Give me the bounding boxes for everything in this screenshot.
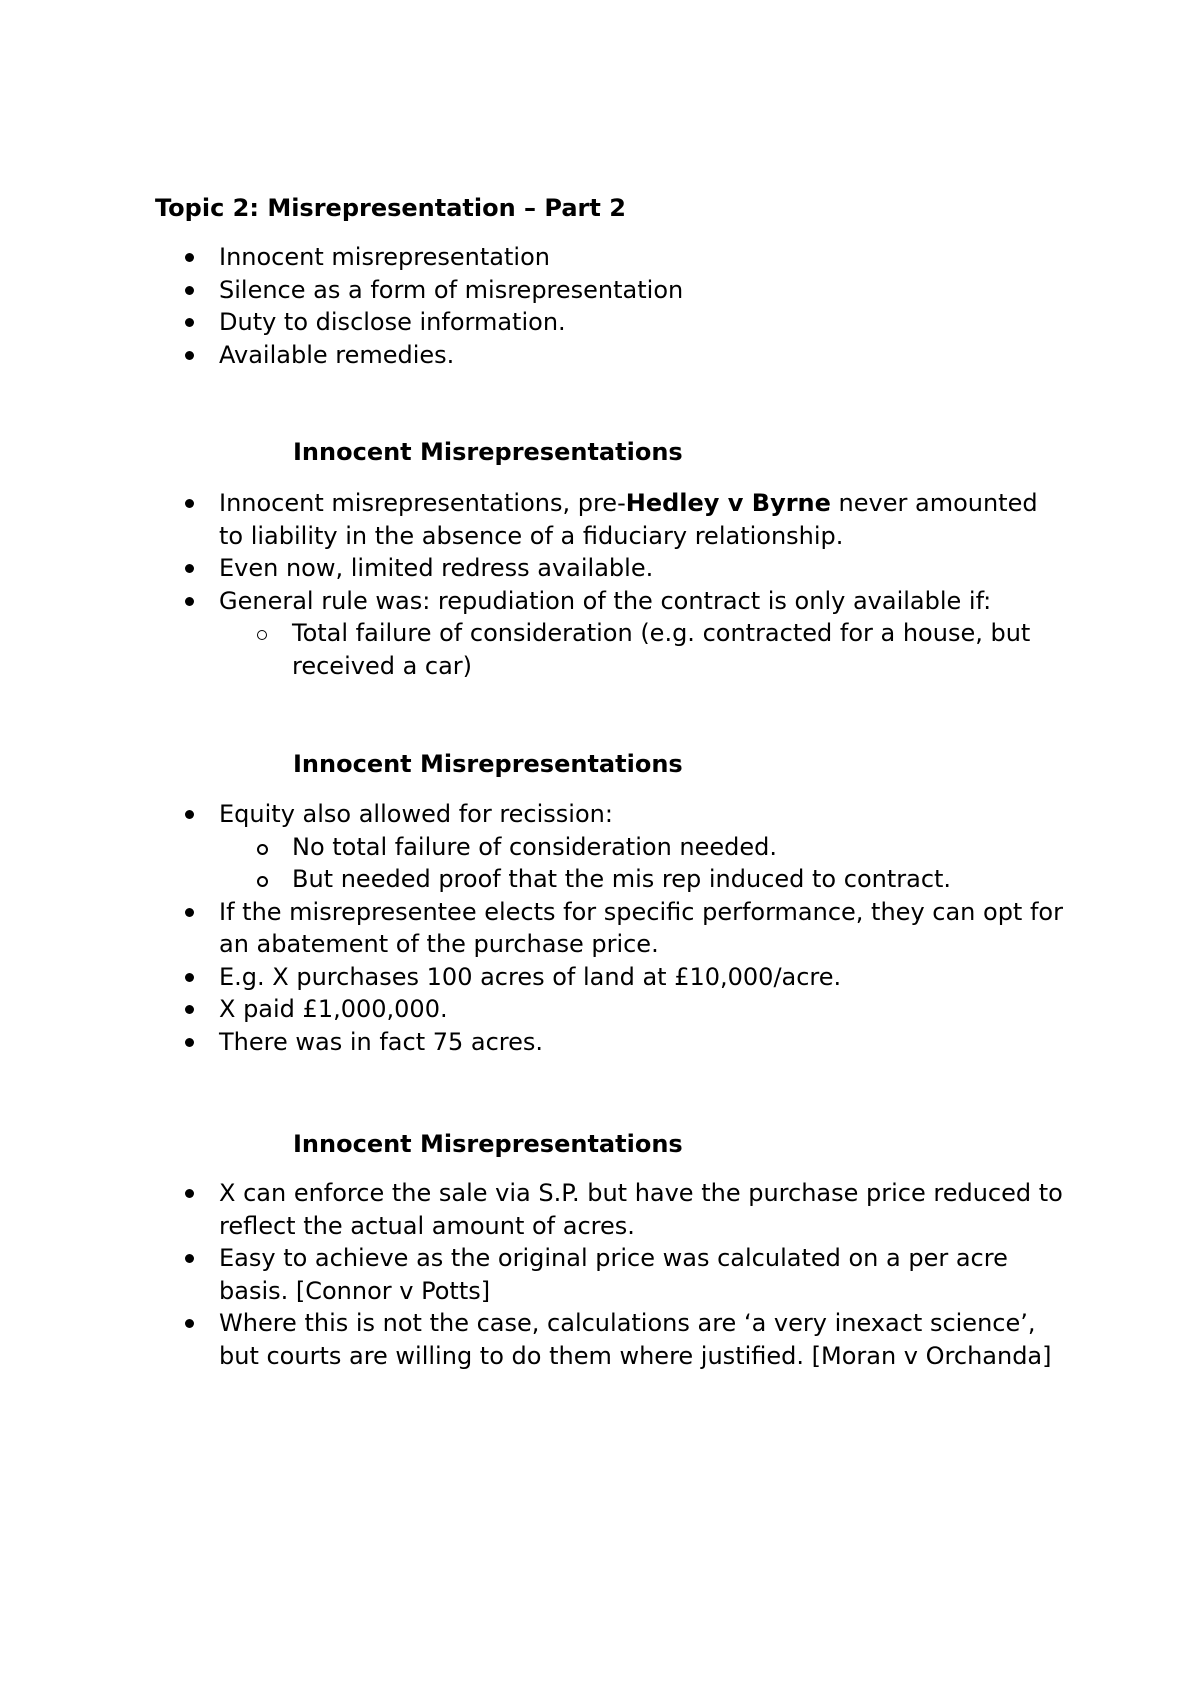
list-item [0, 487, 1069, 552]
list-item: X can enforce the sale via S.P. but have the purchase price reduced to reflect the actual amount of acres. [0, 1177, 1069, 1242]
sub-list [219, 617, 1069, 682]
list-item: Even now, limited redress available. [0, 552, 1069, 585]
section3-list [0, 1177, 1069, 1372]
list-item: Silence as a form of misrepresentation [0, 274, 1069, 307]
item-text: Innocent misrepresentations, pre- [219, 489, 626, 517]
section-heading: Innocent Misrepresentations [293, 438, 683, 466]
case-name: Hedley v Byrne [625, 489, 831, 517]
item-text: never amounted to liability in the absence of a fiduciary relationship. [219, 489, 1038, 550]
section1-list [0, 487, 1069, 682]
list-item: X paid £1,000,000. [0, 993, 1069, 1026]
section2-list [0, 798, 1069, 1058]
sub-list-item: But needed proof that the mis rep induced to contract. [292, 863, 1072, 896]
item-text: General rule was: repudiation of the contract is only available if: [219, 586, 992, 615]
sub-list-item: Total failure of consideration (e.g. contracted for a house, but received a car) [292, 617, 1072, 682]
list-item [0, 585, 1069, 683]
list-item: Available remedies. [0, 339, 1069, 372]
list-item: Where this is not the case, calculations are ‘a very inexact science’, but courts are willing to do them where justified. [Moran v Orchanda] [0, 1307, 1069, 1372]
list-item [0, 798, 1069, 896]
list-item: If the misrepresentee elects for specific performance, they can opt for an abatement of the purchase price. [0, 896, 1069, 961]
sub-list [219, 831, 1069, 896]
list-item: There was in fact 75 acres. [0, 1026, 1069, 1059]
list-item: E.g. X purchases 100 acres of land at £10,000/acre. [0, 961, 1069, 994]
section-heading: Innocent Misrepresentations [293, 1130, 683, 1158]
page-title: Topic 2: Misrepresentation – Part 2 [155, 194, 626, 222]
sub-list-item: No total failure of consideration needed. [292, 831, 1072, 864]
list-item: Innocent misrepresentation [0, 241, 1069, 274]
list-item: Duty to disclose information. [0, 306, 1069, 339]
item-text: Equity also allowed for recission: [219, 800, 613, 828]
intro-list [0, 241, 1069, 371]
section-heading: Innocent Misrepresentations [293, 750, 683, 778]
list-item: Easy to achieve as the original price was calculated on a per acre basis. [Connor v Potts] [0, 1242, 1069, 1307]
